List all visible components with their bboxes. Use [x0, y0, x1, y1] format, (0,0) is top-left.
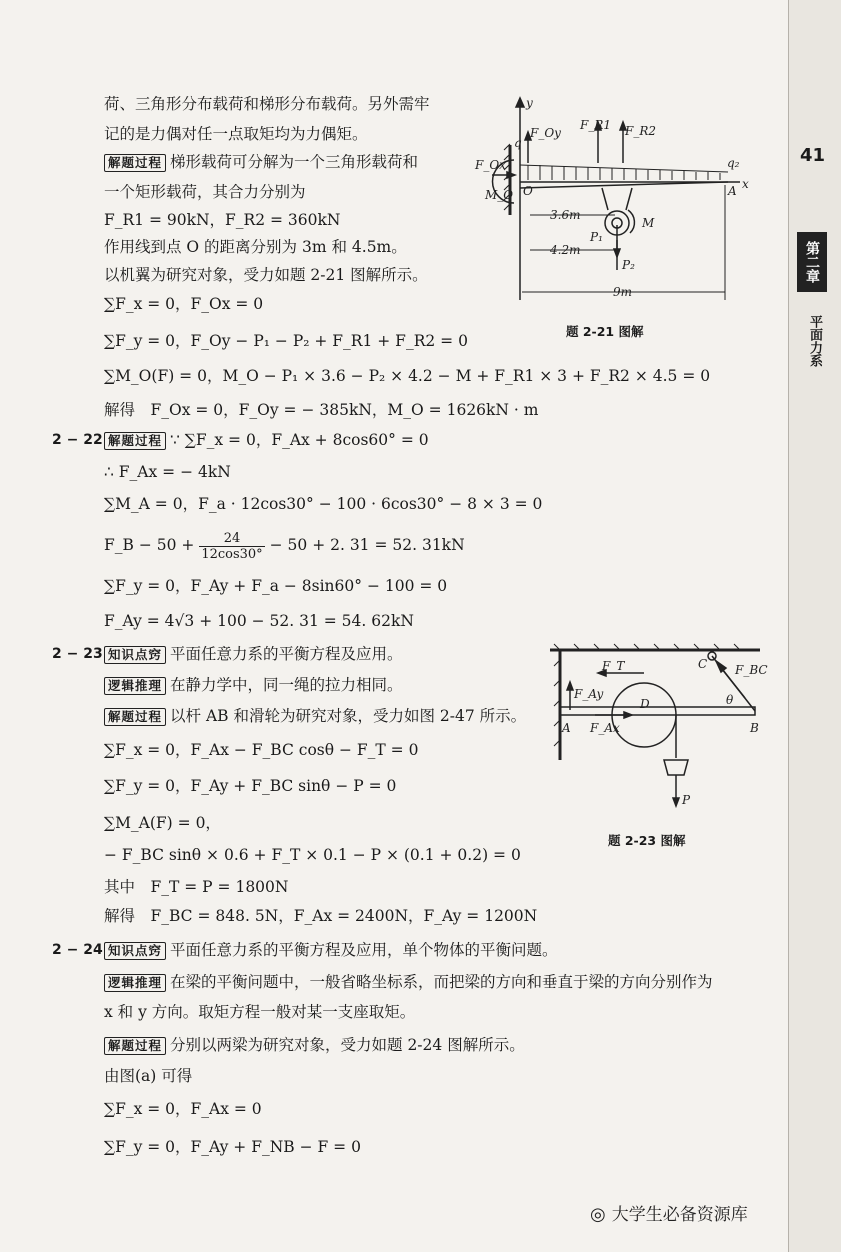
equation: ∑F_y = 0，F_Ay + F_NB − F = 0 [104, 1138, 361, 1156]
equation: ∑M_A = 0，F_a · 12cos30° − 100 · 6cos30° − 8 × 3 = 0 [104, 495, 543, 513]
fig-label: y [526, 96, 533, 110]
equation: ∑F_x = 0，F_Ox = 0 [104, 295, 264, 313]
tag-solution: 解题过程 [104, 154, 166, 172]
fig-label: C [698, 657, 708, 671]
tag-knowledge: 知识点窍 [104, 942, 166, 960]
text-line: x 和 y 方向。取矩方程一般对某一支座取矩。 [104, 1003, 416, 1021]
equation: F_Ay = 4√3 + 100 − 52. 31 = 54. 62kN [104, 612, 414, 630]
text-line: 知识点窍 平面任意力系的平衡方程及应用，单个物体的平衡问题。 [104, 940, 558, 960]
problem-number: 2 − 23 [52, 646, 103, 662]
problem-number: 2 − 22 [52, 432, 103, 448]
fig-label: F_BC [735, 663, 768, 677]
fig-label: θ [726, 693, 734, 707]
equation: ∑M_A(F) = 0， [104, 814, 221, 832]
tag-reasoning: 逻辑推理 [104, 974, 166, 992]
text-line: 解题过程 分别以两梁为研究对象，受力如题 2-24 图解所示。 [104, 1035, 525, 1055]
tag-solution: 解题过程 [104, 432, 166, 450]
text-line: 荷、三角形分布载荷和梯形分布载荷。另外需牢 [104, 95, 430, 113]
fig-label: F_Ax [590, 721, 620, 735]
text-line: 解题过程 梯形载荷可分解为一个三角形载荷和 [104, 152, 418, 172]
fig-label: F_R1 [580, 118, 611, 132]
text-line: 记的是力偶对任一点取矩均为力偶矩。 [104, 125, 368, 143]
text-line: F_R1 = 90kN，F_R2 = 360kN [104, 211, 341, 229]
fig-label: M [642, 216, 655, 230]
fig-label: F_Oy [530, 126, 561, 140]
tag-knowledge: 知识点窍 [104, 646, 166, 664]
equation: ∑F_x = 0，F_Ax − F_BC cosθ − F_T = 0 [104, 741, 419, 759]
text-line: 逻辑推理 在静力学中，同一绳的拉力相同。 [104, 675, 403, 695]
figure-caption: 题 2-23 图解 [608, 833, 686, 848]
fig-label: M_O [485, 188, 514, 202]
problem-number: 2 − 24 [52, 942, 103, 958]
fig-label: F_R2 [625, 124, 656, 138]
equation: ∑F_y = 0，F_Oy − P₁ − P₂ + F_R1 + F_R2 = 0 [104, 332, 468, 350]
fig-label: P₁ [590, 230, 603, 244]
fig-label: B [750, 721, 759, 735]
fig-label: F_Ay [574, 687, 604, 701]
watermark-text: ◎ 大学生必备资源库 [590, 1204, 748, 1225]
equation: ∴ F_Ax = − 4kN [104, 463, 231, 481]
text-line: 作用线到点 O 的距离分别为 3m 和 4.5m。 [104, 238, 407, 256]
text-line: 以机翼为研究对象，受力如题 2-21 图解所示。 [104, 266, 428, 284]
chapter-title: 平面力系 [807, 315, 822, 367]
fig-label: 3.6m [550, 208, 581, 222]
chapter-tab: 第二章 [797, 232, 827, 292]
text-line: 知识点窍 平面任意力系的平衡方程及应用。 [104, 644, 403, 664]
equation: ∑F_y = 0，F_Ay + F_BC sinθ − P = 0 [104, 777, 397, 795]
equation: 解题过程 ∵ ∑F_x = 0，F_Ax + 8cos60° = 0 [104, 430, 429, 450]
fig-label: q₂ [727, 156, 740, 170]
fig-label: F_Ox [475, 158, 506, 172]
fig-label: A [562, 721, 571, 735]
fig-label: D [640, 697, 650, 711]
text-line: 逻辑推理 在梁的平衡问题中，一般省略坐标系，而把梁的方向和垂直于梁的方向分别作为 [104, 972, 713, 992]
tag-solution: 解题过程 [104, 1037, 166, 1055]
fig-label: A [728, 184, 737, 198]
text-line: 由图(a) 可得 [104, 1067, 193, 1085]
text-line: 解题过程 以杆 AB 和滑轮为研究对象，受力如图 2-47 所示。 [104, 706, 526, 726]
equation: ∑M_O(F) = 0，M_O − P₁ × 3.6 − P₂ × 4.2 − M + F_R1 × 3 + F_R2 × 4.5 = 0 [104, 367, 711, 385]
text-line: 一个矩形载荷，其合力分别为 [104, 183, 306, 201]
fig-label: 9m [613, 285, 633, 299]
figure-2-21 [470, 95, 770, 345]
equation: − F_BC sinθ × 0.6 + F_T × 0.1 − P × (0.1 + 0.2) = 0 [104, 846, 521, 864]
page-number: 41 [800, 145, 826, 166]
fig-label: P₂ [622, 258, 635, 272]
equation: ∑F_y = 0，F_Ay + F_a − 8sin60° − 100 = 0 [104, 577, 448, 595]
fig-label: O [523, 184, 533, 198]
fig-label: q [514, 136, 522, 150]
fig-label: F_T [602, 659, 625, 673]
fig-label: 4.2m [550, 243, 581, 257]
equation: 其中 F_T = P = 1800N [104, 878, 289, 896]
figure-2-23 [540, 640, 780, 820]
wechat-icon: ◎ [590, 1204, 606, 1225]
fig-label: P [682, 793, 691, 807]
equation: ∑F_x = 0，F_Ax = 0 [104, 1100, 262, 1118]
equation: 解得 F_BC = 848. 5N，F_Ax = 2400N，F_Ay = 1200N [104, 907, 538, 925]
tag-reasoning: 逻辑推理 [104, 677, 166, 695]
figure-caption: 题 2-21 图解 [566, 324, 644, 339]
fig-label: x [742, 177, 749, 191]
tag-solution: 解题过程 [104, 708, 166, 726]
equation: F_B − 50 + $\frac{24}{12\cos 30^\circ}$ − 50 + 2. 31 = 52. 31kN [104, 530, 465, 562]
equation: 解得 F_Ox = 0，F_Oy = − 385kN，M_O = 1626kN · m [104, 401, 539, 419]
book-page-edge [788, 0, 841, 1252]
